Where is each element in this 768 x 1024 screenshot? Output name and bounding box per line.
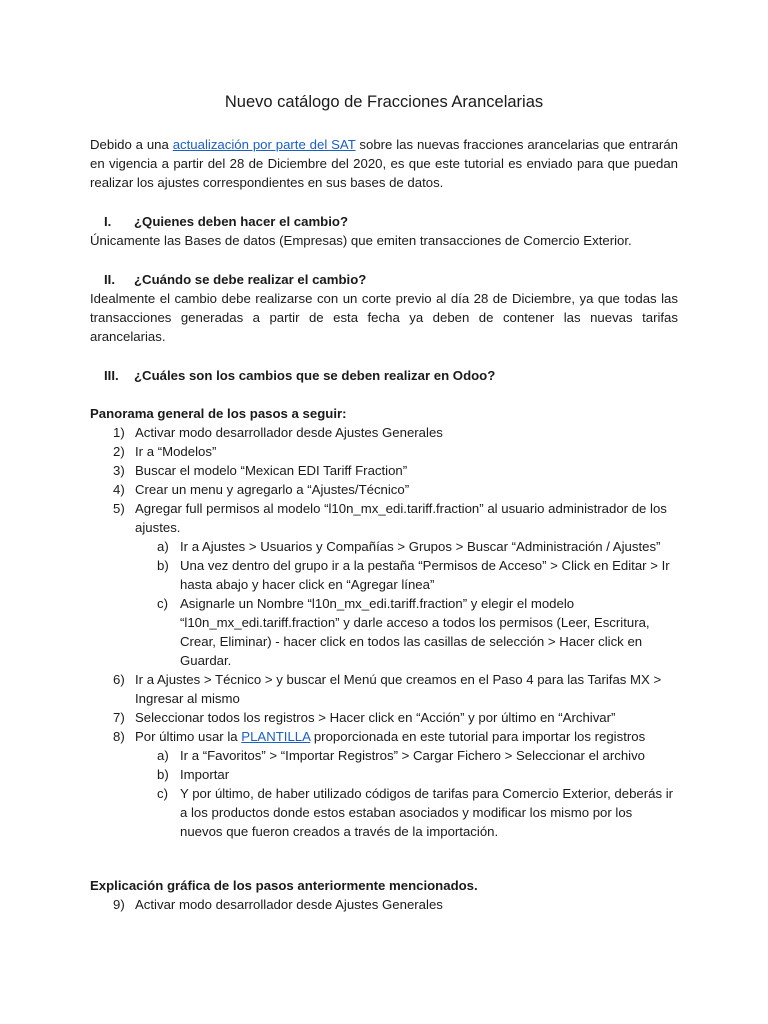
sat-update-link[interactable]: actualización por parte del SAT bbox=[172, 137, 356, 152]
section-2-heading bbox=[90, 270, 678, 289]
sub-list-letter: a) bbox=[157, 748, 169, 763]
section-3-title: ¿Cuáles son los cambios que se deben realizar en Odoo? bbox=[134, 368, 496, 383]
list-number: 9) bbox=[113, 897, 125, 912]
sub-list-text: Asignarle un Nombre “l10n_mx_edi.tariff.fraction” y elegir el modelo “l10n_mx_edi.tariff.fraction” y darle acceso a todos los permisos (Leer, Escritura, Crear, Eliminar) - hacer click en todos las casillas de selección > Hacer click en Guardar. bbox=[180, 596, 650, 668]
section-2-body: Idealmente el cambio debe realizarse con un corte previo al día 28 de Diciembre, ya que todas las transacciones generadas a partir de esta fecha ya deben de contener las nuevas tarifas arancelarias. bbox=[90, 291, 678, 344]
sub-list-text: Ir a Ajustes > Usuarios y Compañías > Grupos > Buscar “Administración / Ajustes” bbox=[180, 539, 661, 554]
sub-list-text: Y por último, de haber utilizado códigos de tarifas para Comercio Exterior, deberás ir a los productos donde estos estaban asociados y modificar los mismo por los nuevos que fueron creados a través de la importación. bbox=[180, 786, 674, 839]
list-text-end: proporcionada en este tutorial para importar los registros bbox=[310, 729, 646, 744]
section-2-number: II. bbox=[104, 272, 115, 287]
list-text: Seleccionar todos los registros > Hacer click en “Acción” y por último en “Archivar” bbox=[135, 710, 616, 725]
list-item bbox=[90, 461, 678, 480]
sub-list-letter: a) bbox=[157, 539, 169, 554]
list-number: 6) bbox=[113, 672, 125, 687]
list-text-start: Por último usar la bbox=[135, 729, 242, 744]
sub-list-item bbox=[90, 556, 678, 594]
plantilla-link[interactable]: PLANTILLA bbox=[241, 729, 311, 744]
sub-list-item bbox=[90, 765, 678, 784]
list-number: 1) bbox=[113, 425, 125, 440]
list-item bbox=[90, 480, 678, 499]
list-text: Agregar full permisos al modelo “l10n_mx_edi.tariff.fraction” al usuario administrador de los ajustes. bbox=[135, 501, 667, 535]
graphic-heading: Explicación gráfica de los pasos anteriormente mencionados. bbox=[90, 878, 478, 893]
section-1-number: I. bbox=[104, 214, 112, 229]
section-1-body: Únicamente las Bases de datos (Empresas) que emiten transacciones de Comercio Exterior. bbox=[90, 233, 632, 248]
section-3-number: III. bbox=[104, 368, 119, 383]
list-item bbox=[90, 727, 678, 746]
steps-overview bbox=[90, 404, 678, 841]
section-1-heading bbox=[90, 212, 678, 231]
sub-list-letter: c) bbox=[157, 596, 168, 611]
sub-list-letter: c) bbox=[157, 786, 168, 801]
list-number: 8) bbox=[113, 729, 125, 744]
section-1-title: ¿Quienes deben hacer el cambio? bbox=[134, 214, 348, 229]
list-text: Crear un menu y agregarlo a “Ajustes/Técnico” bbox=[135, 482, 410, 497]
list-item bbox=[90, 895, 678, 914]
list-text: Buscar el modelo “Mexican EDI Tariff Fraction” bbox=[135, 463, 408, 478]
section-3-heading bbox=[90, 366, 678, 385]
list-item bbox=[90, 499, 678, 537]
overview-heading: Panorama general de los pasos a seguir: bbox=[90, 406, 347, 421]
list-item bbox=[90, 670, 678, 708]
list-number: 7) bbox=[113, 710, 125, 725]
list-item bbox=[90, 423, 678, 442]
sub-list-text: Una vez dentro del grupo ir a la pestaña “Permisos de Acceso” > Click en Editar > Ir hasta abajo y hacer click en “Agregar línea” bbox=[180, 558, 670, 592]
list-text: Activar modo desarrollador desde Ajustes Generales bbox=[135, 425, 443, 440]
list-item bbox=[90, 708, 678, 727]
list-number: 2) bbox=[113, 444, 125, 459]
intro-paragraph bbox=[90, 135, 678, 192]
list-text: Ir a “Modelos” bbox=[135, 444, 217, 459]
sub-list-text: Ir a “Favoritos” > “Importar Registros” > Cargar Fichero > Seleccionar el archivo bbox=[180, 748, 646, 763]
list-text: Activar modo desarrollador desde Ajustes Generales bbox=[135, 897, 443, 912]
sub-list-item bbox=[90, 784, 678, 841]
sub-list-item bbox=[90, 594, 678, 670]
list-number: 4) bbox=[113, 482, 125, 497]
sub-list-item bbox=[90, 537, 678, 556]
list-item bbox=[90, 442, 678, 461]
page-title: Nuevo catálogo de Fracciones Arancelarias bbox=[224, 93, 544, 111]
section-2-title: ¿Cuándo se debe realizar el cambio? bbox=[134, 272, 367, 287]
list-text: Ir a Ajustes > Técnico > y buscar el Menú que creamos en el Paso 4 para las Tarifas MX > Ingresar al mismo bbox=[135, 672, 662, 706]
list-number: 3) bbox=[113, 463, 125, 478]
intro-text-start: Debido a una bbox=[90, 137, 173, 152]
list-number: 5) bbox=[113, 501, 125, 516]
graphic-explanation bbox=[90, 876, 678, 914]
sub-list-text: Importar bbox=[180, 767, 230, 782]
sub-list-letter: b) bbox=[157, 767, 169, 782]
sub-list-letter: b) bbox=[157, 558, 169, 573]
sub-list-item bbox=[90, 746, 678, 765]
intro-text-end: sobre las nuevas fracciones arancelarias que entrarán en vigencia a partir del 28 de Diciembre del 2020, es que este tutorial es enviado para que puedan realizar los ajustes correspondientes en sus bases de datos. bbox=[90, 137, 678, 190]
